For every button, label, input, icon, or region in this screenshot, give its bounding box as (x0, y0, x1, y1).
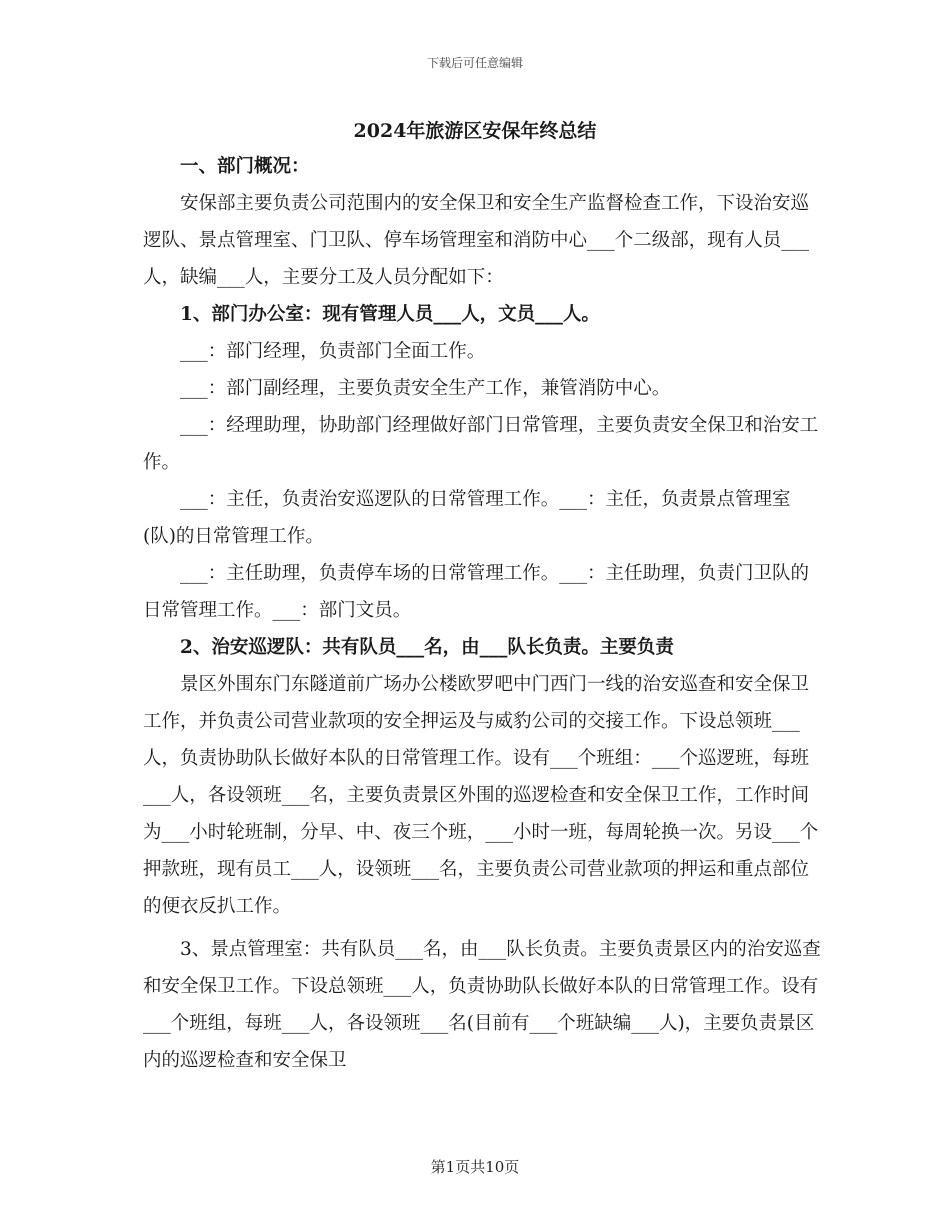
paragraph-director-assistant: ___：主任助理，负责停车场的日常管理工作。___：主任助理，负责门卫队的日常管理工作。___：部门文员。 (143, 563, 810, 621)
paragraph-deputy-manager: ___：部门副经理，主要负责安全生产工作，兼管消防中心。 (180, 378, 671, 399)
subsection-heading-patrol: 2、治安巡逻队：共有队员___名，由___队长负责。主要负责 (180, 637, 674, 658)
page-footer-number: 第1页共10页 (430, 1158, 520, 1176)
paragraph-manager-assistant: ___：经理助理，协助部门经理做好部门日常管理，主要负责安全保卫和治安工作。 (143, 415, 819, 473)
page-header-note: 下载后可任意编辑 (426, 56, 523, 70)
paragraph-manager: ___：部门经理，负责部门全面工作。 (180, 341, 486, 362)
paragraph-overview: 安保部主要负责公司范围内的安全保卫和安全生产监督检查工作，下设治安巡逻队、景点管理室、门卫队、停车场管理室和消防中心___个二级部，现有人员___人，缺编___人，主要分工及人员分配如下： (143, 193, 810, 288)
subsection-heading-office: 1、部门办公室：现有管理人员___人，文员___人。 (180, 304, 600, 325)
document-body (143, 148, 823, 1079)
paragraph-director: ___：主任，负责治安巡逻队的日常管理工作。___：主任，负责景点管理室(队)的日常管理工作。 (143, 489, 791, 547)
section-heading-overview: 一、部门概况： (180, 156, 310, 177)
paragraph-scenic-management: 3、景点管理室：共有队员___名，由___队长负责。主要负责景区内的治安巡查和安全保卫工作。下设总领班___人，负责协助队长做好本队的日常管理工作。设有___个班组，每班___人，各设领班___名(目前有___个班缺编___人)，主要负责景区内的巡逻检查和安全保卫 (143, 939, 821, 1071)
paragraph-patrol-detail: 景区外围东门东隧道前广场办公楼欧罗吧中门西门一线的治安巡查和安全保卫工作，并负责公司营业款项的安全押运及与威豹公司的交接工作。下设总领班___人，负责协助队长做好本队的日常管理工作。设有___个班组：___个巡逻班，每班___人，各设领班___名，主要负责景区外围的巡逻检查和安全保卫工作，工作时间为___小时轮班制，分早、中、夜三个班，___小时一班，每周轮换一次。另设___个押款班，现有员工___人，设领班___名，主要负责公司营业款项的押运和重点部位的便衣反扒工作。 (143, 674, 819, 917)
document-title: 2024年旅游区安保年终总结 (353, 120, 597, 142)
